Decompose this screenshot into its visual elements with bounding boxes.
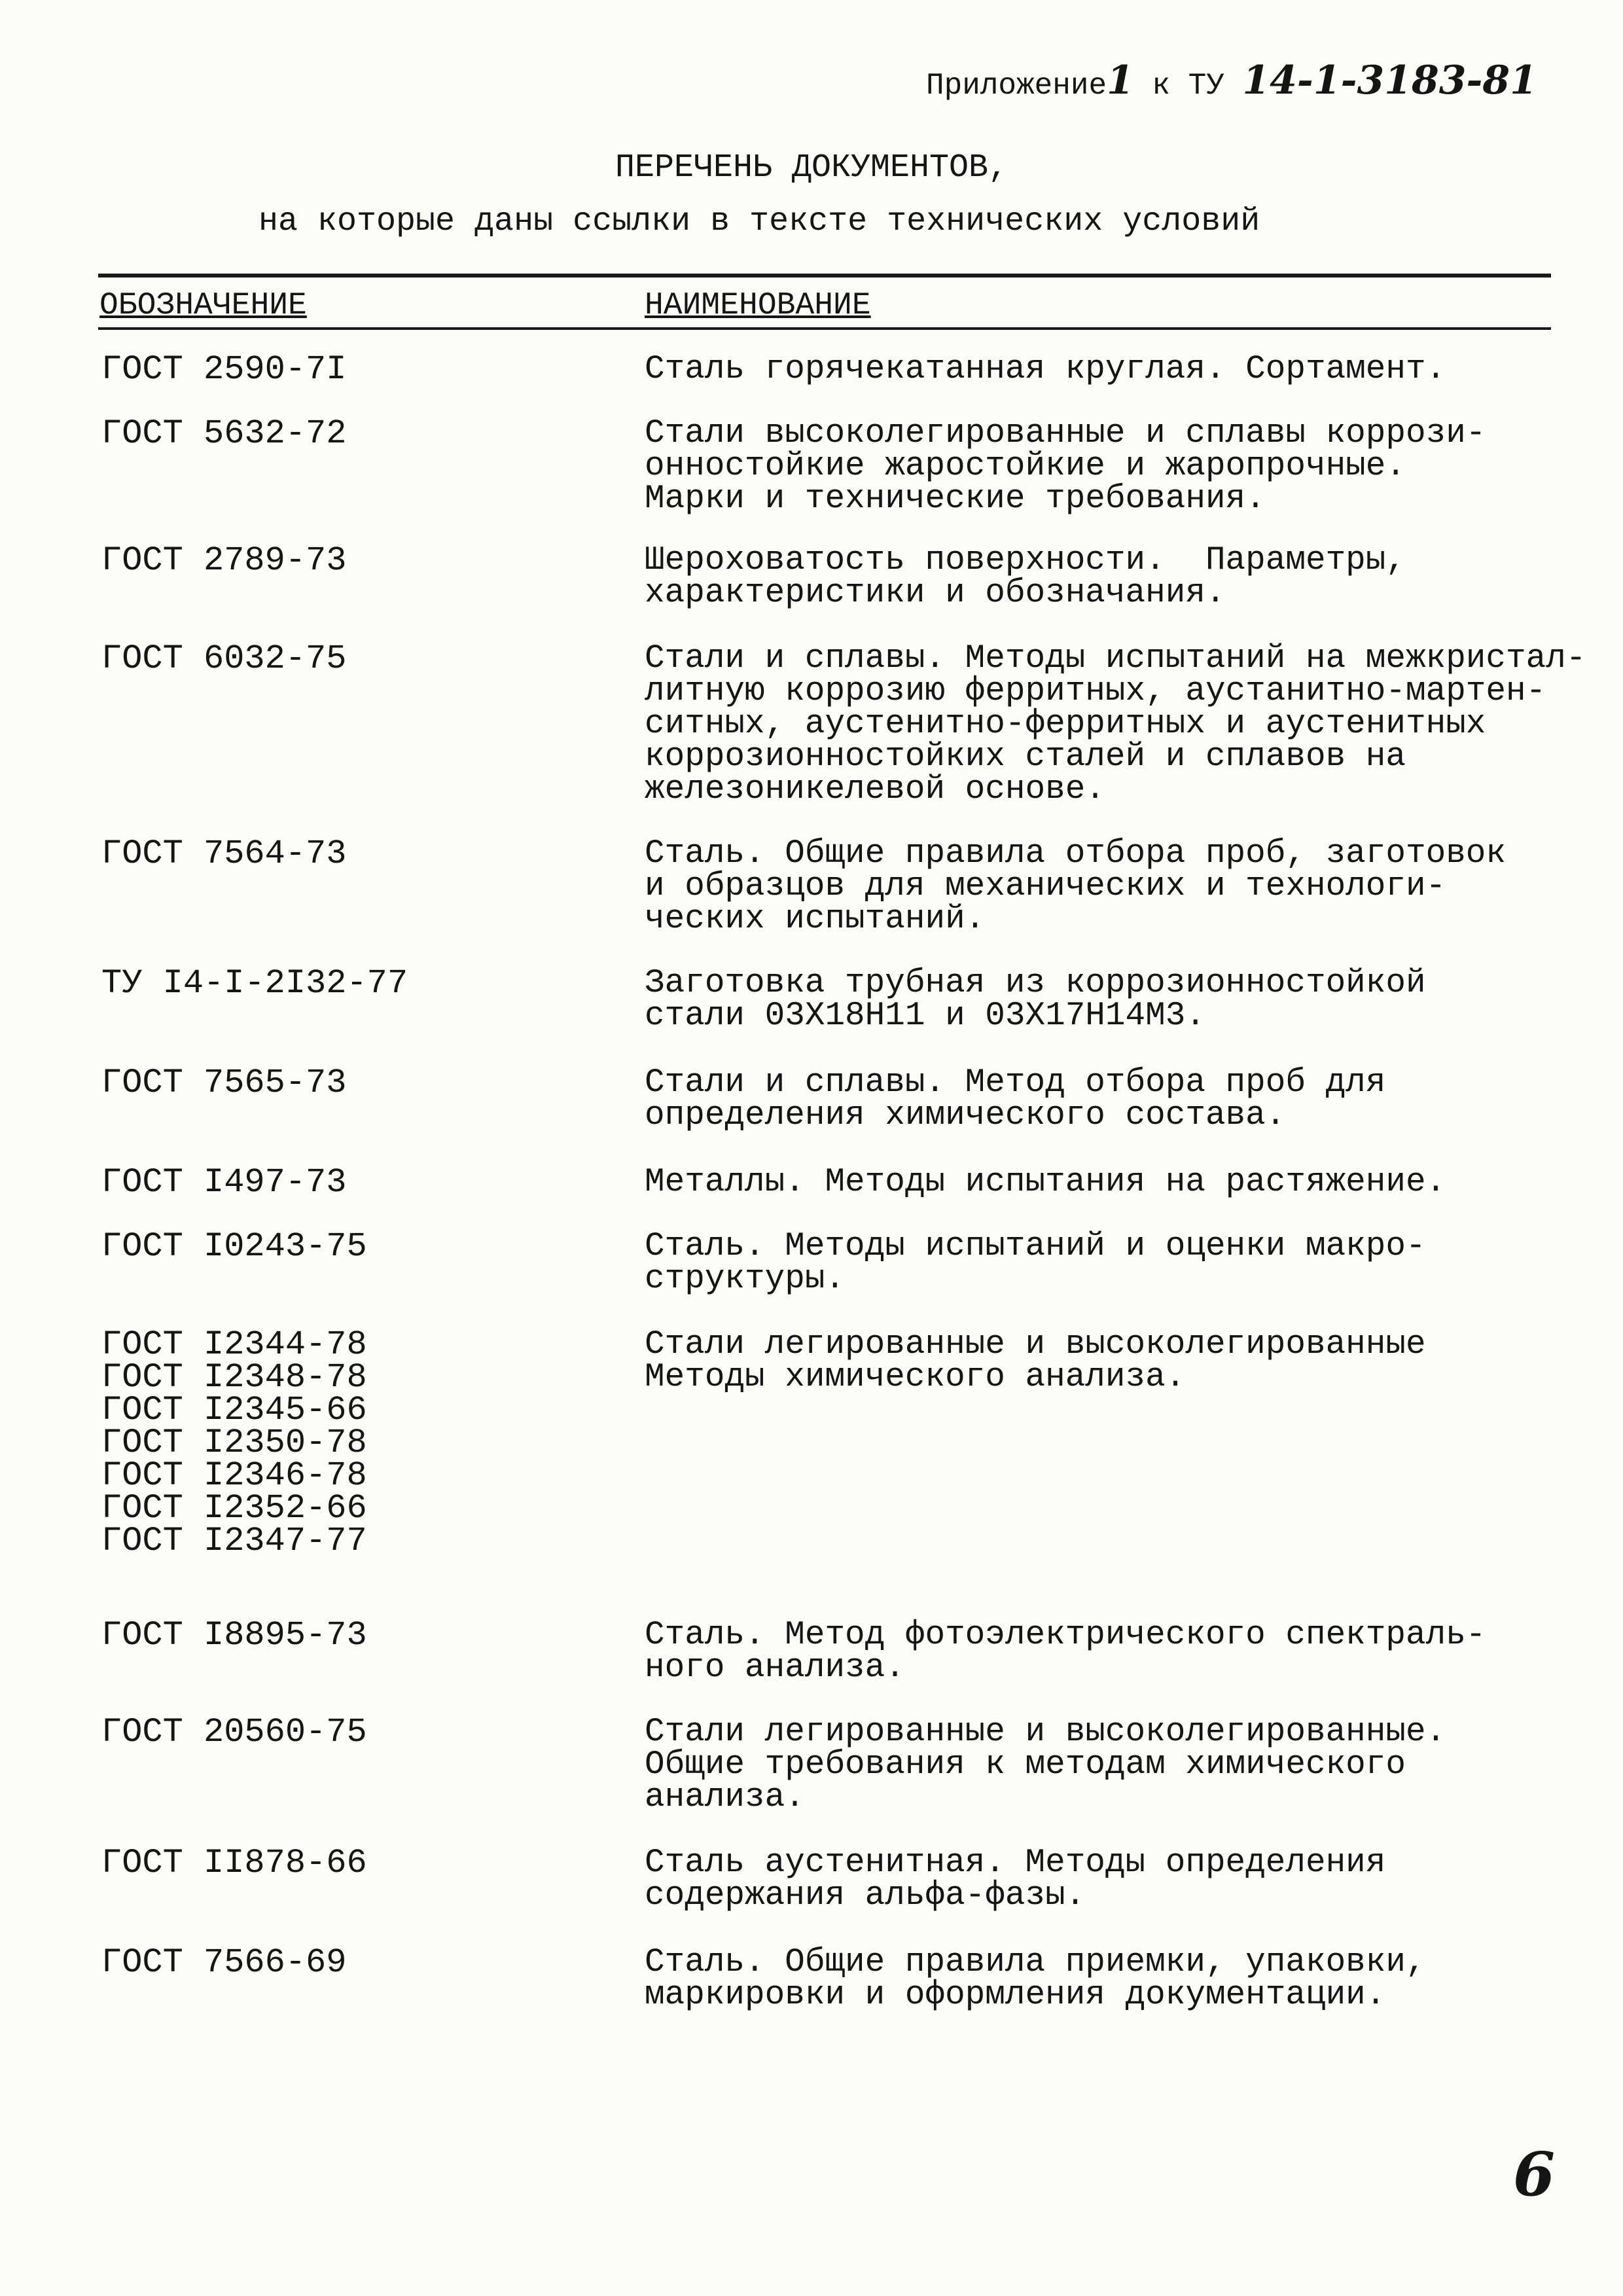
row-name: Стали высоколегированные и сплавы коррози- онностойкие жаростойкие и жаропрочные. Марки и технические требования. <box>645 415 1486 518</box>
row-designation: ГОСТ I2344-78 ГОСТ I2348-78 ГОСТ I2345-66 ГОСТ I2350-78 ГОСТ I2346-78 ГОСТ I2352-66 ГОСТ I2347-77 <box>101 1325 367 1560</box>
row-designation: ГОСТ 2789-73 <box>101 541 347 580</box>
document-title: ПЕРЕЧЕНЬ ДОКУМЕНТОВ, <box>615 149 1008 187</box>
table-header-rule <box>98 327 1551 330</box>
row-name: Сталь. Общие правила приемки, упаковки, маркировки и оформления документации. <box>645 1944 1426 2014</box>
column-header-name: НАИМЕНОВАНИЕ <box>645 288 871 323</box>
row-name: Стали и сплавы. Метод отбора проб для определения химического состава. <box>645 1064 1386 1134</box>
row-designation: ГОСТ 6032-75 <box>101 639 347 678</box>
appendix-reference <box>926 58 1537 103</box>
spec-code-handwritten: 14-1-3183-81 <box>1242 58 1537 103</box>
row-designation: ГОСТ 5632-72 <box>101 414 347 453</box>
row-designation: ГОСТ 7565-73 <box>101 1064 347 1102</box>
page-number: 6 <box>1513 2139 1556 2210</box>
table-top-rule <box>98 274 1551 278</box>
row-name: Стали легированные и высоколегированные Методы химического анализа. <box>645 1326 1426 1396</box>
row-name: Стали легированные и высоколегированные. Общие требования к методам химического анализа. <box>645 1713 1446 1816</box>
row-name: Сталь. Метод фотоэлектрического спектраль- ного анализа. <box>645 1617 1486 1687</box>
row-designation: ГОСТ I8895-73 <box>101 1616 367 1655</box>
row-name: Стали и сплавы. Методы испытаний на межкристал- литную коррозию ферритных, аустанитно-мартен- ситных, аустенитно-ферритных и аустенитных коррозионностойких сталей и сплавов на железоникелевой основе. <box>645 640 1586 808</box>
row-designation: ГОСТ I497-73 <box>101 1163 347 1202</box>
row-name: Сталь. Общие правила отбора проб, заготовок и образцов для механических и технологи- ческих испытаний. <box>645 835 1507 938</box>
row-designation: ГОСТ 20560-75 <box>101 1713 367 1751</box>
row-designation: ГОСТ II878-66 <box>101 1844 367 1882</box>
row-name: Заготовка трубная из коррозионностойкой стали 03Х18Н11 и 03Х17Н14М3. <box>645 965 1426 1035</box>
row-designation: ГОСТ 2590-7I <box>101 350 347 389</box>
column-header-designation: ОБОЗНАЧЕНИЕ <box>99 288 307 323</box>
row-name: Сталь горячекатанная круглая. Сортамент. <box>645 351 1446 388</box>
document-subtitle: на которые даны ссылки в тексте технических условий <box>259 203 1260 240</box>
row-name: Сталь аустенитная. Методы определения содержания альфа-фазы. <box>645 1844 1386 1914</box>
row-name: Шероховатость поверхности. Параметры, характеристики и обозначания. <box>645 542 1406 612</box>
appendix-number: 1 <box>1107 58 1134 103</box>
row-designation: ГОСТ 7566-69 <box>101 1943 347 1982</box>
row-designation: ГОСТ 7564-73 <box>101 834 347 873</box>
appendix-suffix: к ТУ <box>1152 69 1224 103</box>
row-name: Сталь. Методы испытаний и оценки макро- структуры. <box>645 1228 1426 1298</box>
row-designation: ГОСТ I0243-75 <box>101 1227 367 1266</box>
row-name: Металлы. Методы испытания на растяжение. <box>645 1164 1446 1201</box>
row-designation: ТУ I4-I-2I32-77 <box>101 964 408 1003</box>
appendix-label: Приложение <box>926 69 1107 103</box>
